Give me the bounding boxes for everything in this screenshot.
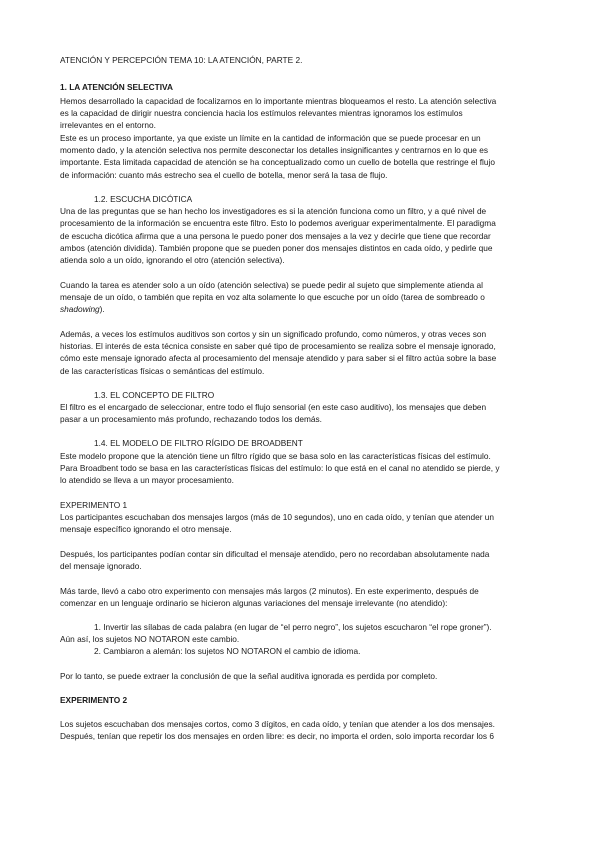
section-1-heading: 1. LA ATENCIÓN SELECTIVA (60, 82, 173, 92)
section-1-2-line: de las características físicas o semánticas del estímulo. (60, 366, 265, 376)
experiment-1-line: Los participantes escuchaban dos mensajes largos (más de 10 segundos), uno en cada oído, y tenían que atender un (60, 512, 495, 522)
experiment-1-line: del mensaje ignorado. (60, 561, 142, 571)
section-1-2-line: Además, a veces los estímulos auditivos son cortos y sin un significado profundo, como números, y otras veces son (60, 329, 487, 339)
section-1-3-line: El filtro es el encargado de seleccionar, entre todo el flujo sensorial (en este caso auditivo), los mensajes que deben (60, 402, 487, 412)
section-1-line: es la capacidad de dirigir nuestra conciencia hacia los estímulos relevantes mientras ignoramos los estímulos (60, 108, 463, 118)
experiment-1-line: mensaje específico ignorando el otro mensaje. (60, 524, 232, 534)
section-1-line: momento dado, y la atención selectiva nos permite desconectar los detalles insignificantes y centrarnos en lo que es (60, 145, 488, 155)
experiment-1-heading: EXPERIMENTO 1 (60, 500, 128, 510)
shadowing-term: shadowing (60, 304, 100, 314)
section-1-2-line: ambos (atención dividida). También propone que se pueden poner dos mensajes distintos en cada oído, y pedirle que (60, 243, 493, 253)
section-1-line: Este es un proceso importante, ya que existe un límite en la cantidad de información que se puede procesar en un (60, 133, 481, 143)
experiment-2-line: Los sujetos escuchaban dos mensajes cortos, como 3 dígitos, en cada oído, y tenían que atender a los dos mensajes. (60, 719, 495, 729)
section-1-2-heading: 1.2. ESCUCHA DICÓTICA (94, 194, 193, 204)
section-1-4-line: lo atendido se lleva a un mayor procesamiento. (60, 475, 234, 485)
section-1-4-line: Para Broadbent todo se basa en las características físicas del estímulo: lo que está en el canal no atendido se pierde, y (60, 463, 500, 473)
section-1-3-heading: 1.3. EL CONCEPTO DE FILTRO (94, 390, 215, 400)
experiment-1-list-item-2: 2. Cambiaron a alemán: los sujetos NO NOTARON el cambio de idioma. (94, 646, 361, 656)
experiment-2-heading: EXPERIMENTO 2 (60, 695, 128, 705)
section-1-line: Hemos desarrollado la capacidad de focalizarnos en lo importante mientras bloqueamos el resto. La atención selectiva (60, 96, 497, 106)
section-1-2-line: Una de las preguntas que se han hecho los investigadores es si la atención funciona como un filtro, y a qué nivel de (60, 206, 487, 216)
experiment-2-line: Después, tenían que repetir los dos mensajes en orden libre: es decir, no importa el orden, solo importa recordar los 6 (60, 731, 494, 741)
section-1-4-line: Este modelo propone que la atención tiene un filtro rígido que se basa solo en las características físicas del estímulo. (60, 451, 491, 461)
experiment-1-conclusion: Por lo tanto, se puede extraer la conclusión de que la señal auditiva ignorada es perdida por completo. (60, 671, 438, 681)
section-1-2-line: de escucha dicótica afirma que a una persona le puedo poner dos mensajes a la vez y decirle que tiene que recordar (60, 231, 491, 241)
experiment-1-line: Después, los participantes podían contar sin dificultad el mensaje atendido, pero no recordaban absolutamente nada (60, 549, 490, 559)
section-1-line: de información: cuanto más estrecho sea el cuello de botella, menor será la tasa de flujo. (60, 170, 388, 180)
section-1-2-line: cómo este mensaje ignorado afecta al procesamiento del mensaje atendido y para saber si el filtro actúa sobre la base (60, 353, 497, 363)
section-1-2-line (60, 304, 540, 315)
section-1-2-line: historias. El interés de esta técnica consiste en saber qué tipo de procesamiento se realiza sobre el mensaje ignorado, (60, 341, 496, 351)
experiment-1-line: Más tarde, llevó a cabo otro experimento con mensajes más largos (2 minutos). En este experimento, después de (60, 586, 479, 596)
section-1-2-line: Cuando la tarea es atender solo a un oído (atención selectiva) se puede pedir al sujeto que simplemente atienda al (60, 280, 483, 290)
section-1-3-line: pasar a un procesamiento más profundo, rechazando todos los demás. (60, 414, 322, 424)
section-1-4-heading: 1.4. EL MODELO DE FILTRO RÍGIDO DE BROADBENT (94, 438, 303, 448)
section-1-2-line: mensaje de un oído, o también que repita en voz alta solamente lo que escuche por un oído (tarea de sombreado o (60, 292, 485, 302)
section-1-2-line: atienda solo a un oído, ignorando el otro (atención selectiva). (60, 255, 285, 265)
section-1-line: importante. Esta limitada capacidad de atención se ha conceptualizado como un cuello de botella que restringe el flujo (60, 157, 495, 167)
experiment-1-list-item-1: 1. Invertir las sílabas de cada palabra (en lugar de “el perro negro”, los sujetos escucharon “el rope groner”). (94, 622, 492, 632)
section-1-2-line-end: ). (99, 304, 105, 314)
section-1-line: irrelevantes en el entorno. (60, 120, 156, 130)
experiment-1-list-item-1-continued: Aún así, los sujetos NO NOTARON este cambio. (60, 634, 240, 644)
section-1-2-line: procesamiento de la información se encuentra este filtro. Esto lo podemos averiguar experimentalmente. El paradigma (60, 218, 496, 228)
document-title: ATENCIÓN Y PERCEPCIÓN TEMA 10: LA ATENCIÓN, PARTE 2. (60, 55, 303, 65)
experiment-1-line: comenzar en un lenguaje ordinario se hicieron algunas variaciones del mensaje irrelevante (no atendido): (60, 598, 448, 608)
